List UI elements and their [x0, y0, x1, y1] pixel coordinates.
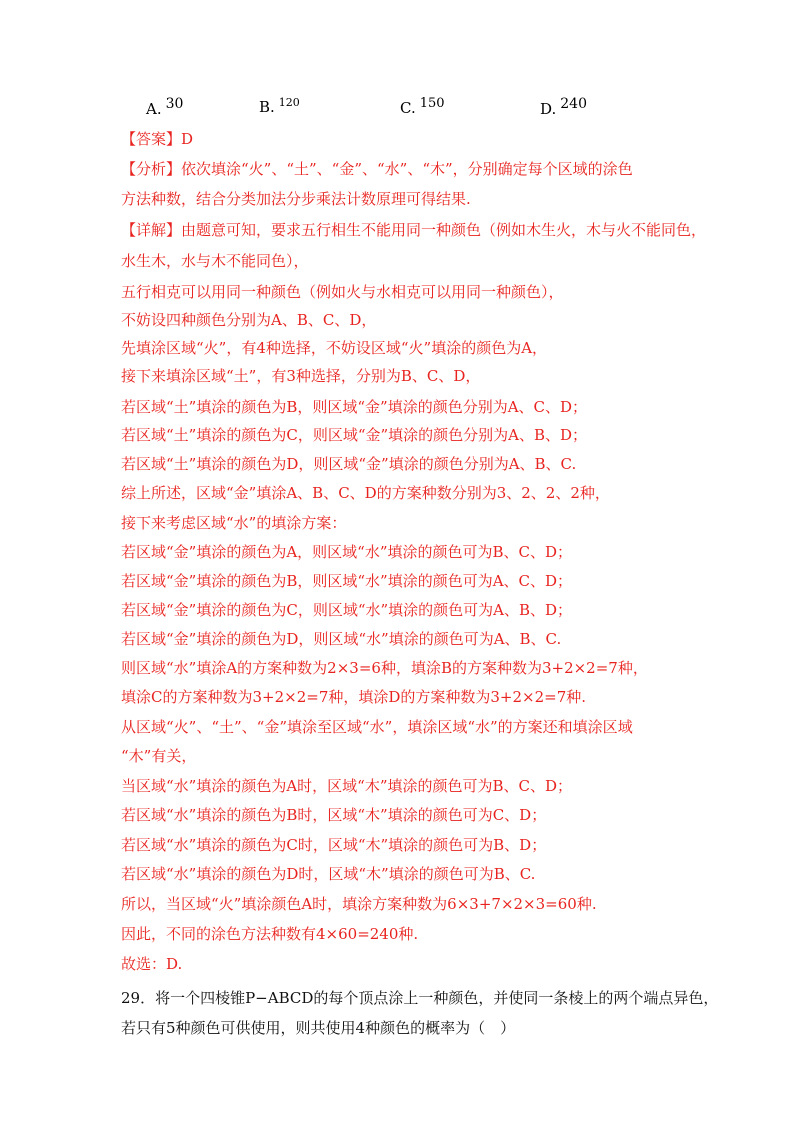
detail-line-3: 五行相克可以用同一种颜色（例如火与水相克可以用同一种颜色），	[121, 283, 564, 301]
option-b-value: 120	[278, 96, 300, 109]
detail-line-9: 若区域“土”填涂的颜色为D，则区域“金”填涂的颜色分别为A、B、C.	[121, 455, 577, 473]
answer-line: 【答案】D	[121, 130, 194, 148]
detail-line-7: 若区域“土”填涂的颜色为B，则区域“金”填涂的颜色分别为A、C、D；	[121, 398, 588, 416]
detail-line-11: 接下来考虑区域“水”的填涂方案：	[121, 514, 347, 532]
option-b	[259, 96, 300, 116]
detail-line-14: 若区域“金”填涂的颜色为C，则区域“水”填涂的颜色可为A、B、D；	[121, 601, 573, 619]
option-d	[540, 96, 587, 118]
detail-line-24: 所以，当区域“火”填涂颜色A时，填涂方案种数为6×3+7×2×3=60种.	[121, 895, 597, 913]
option-a-value: 30	[165, 96, 184, 112]
detail-line-2: 水生木，水与木不能同色），	[121, 252, 309, 270]
detail-line-10: 综上所述，区域“金”填涂A、B、C、D的方案种数分别为3、2、2、2种，	[121, 484, 610, 502]
detail-line-5: 先填涂区域“火”，有4种选择，不妨设区域“火”填涂的颜色为A，	[121, 339, 548, 357]
detail-line-6: 接下来填涂区域“土”，有3种选择，分别为B、C、D，	[121, 367, 481, 385]
detail-line-18: 从区域“火”、“土”、“金”填涂至区域“水”，填涂区域“水”的方案还和填涂区域	[121, 718, 633, 736]
option-d-label: D.	[540, 100, 557, 118]
detail-line-20: 当区域“水”填涂的颜色为A时，区域“木”填涂的颜色可为B、C、D；	[121, 777, 573, 795]
detail-line-22: 若区域“水”填涂的颜色为C时，区域“木”填涂的颜色可为B、D；	[121, 836, 547, 854]
analysis-line-2: 方法种数，结合分类加法分步乘法计数原理可得结果.	[121, 190, 471, 208]
analysis-line-1: 【分析】依次填涂“火”、“土”、“金”、“水”、“木”，分别确定每个区域的涂色	[121, 160, 633, 178]
detail-line-21: 若区域“水”填涂的颜色为B时，区域“木”填涂的颜色可为C、D；	[121, 806, 547, 824]
detail-line-13: 若区域“金”填涂的颜色为B，则区域“水”填涂的颜色可为A、C、D；	[121, 572, 573, 590]
detail-line-8: 若区域“土”填涂的颜色为C，则区域“金”填涂的颜色分别为A、B、D；	[121, 426, 588, 444]
detail-line-12: 若区域“金”填涂的颜色为A，则区域“水”填涂的颜色可为B、C、D；	[121, 543, 573, 561]
detail-line-25: 因此，不同的涂色方法种数有4×60=240种.	[121, 925, 419, 943]
conclusion-line: 故选：D.	[121, 955, 183, 973]
question-29-line-2: 若只有5种颜色可供使用，则共使用4种颜色的概率为（ ）	[121, 1019, 516, 1037]
option-d-value: 240	[560, 96, 587, 112]
option-c-value: 150	[419, 96, 445, 111]
detail-line-16: 则区域“水”填涂A的方案种数为2×3=6种，填涂B的方案种数为3+2×2=7种，	[121, 659, 648, 677]
option-a-label: A.	[146, 100, 162, 118]
option-c	[400, 96, 445, 117]
option-a	[146, 96, 183, 118]
question-29-line-1: 29．将一个四棱锥P−ABCD的每个顶点涂上一种颜色，并使同一条棱上的两个端点异色，	[121, 989, 719, 1007]
detail-line-1: 【详解】由题意可知，要求五行相生不能用同一种颜色（例如木生火，木与火不能同色，	[121, 221, 707, 239]
detail-line-19: “木”有关，	[121, 747, 197, 765]
option-b-label: B.	[259, 98, 275, 116]
option-c-label: C.	[400, 99, 416, 117]
detail-line-17: 填涂C的方案种数为3+2×2=7种，填涂D的方案种数为3+2×2=7种.	[121, 688, 587, 706]
detail-line-23: 若区域“水”填涂的颜色为D时，区域“木”填涂的颜色可为B、C.	[121, 865, 536, 883]
detail-line-4: 不妨设四种颜色分别为A、B、C、D，	[121, 311, 377, 329]
detail-line-15: 若区域“金”填涂的颜色为D，则区域“水”填涂的颜色可为A、B、C.	[121, 630, 562, 648]
